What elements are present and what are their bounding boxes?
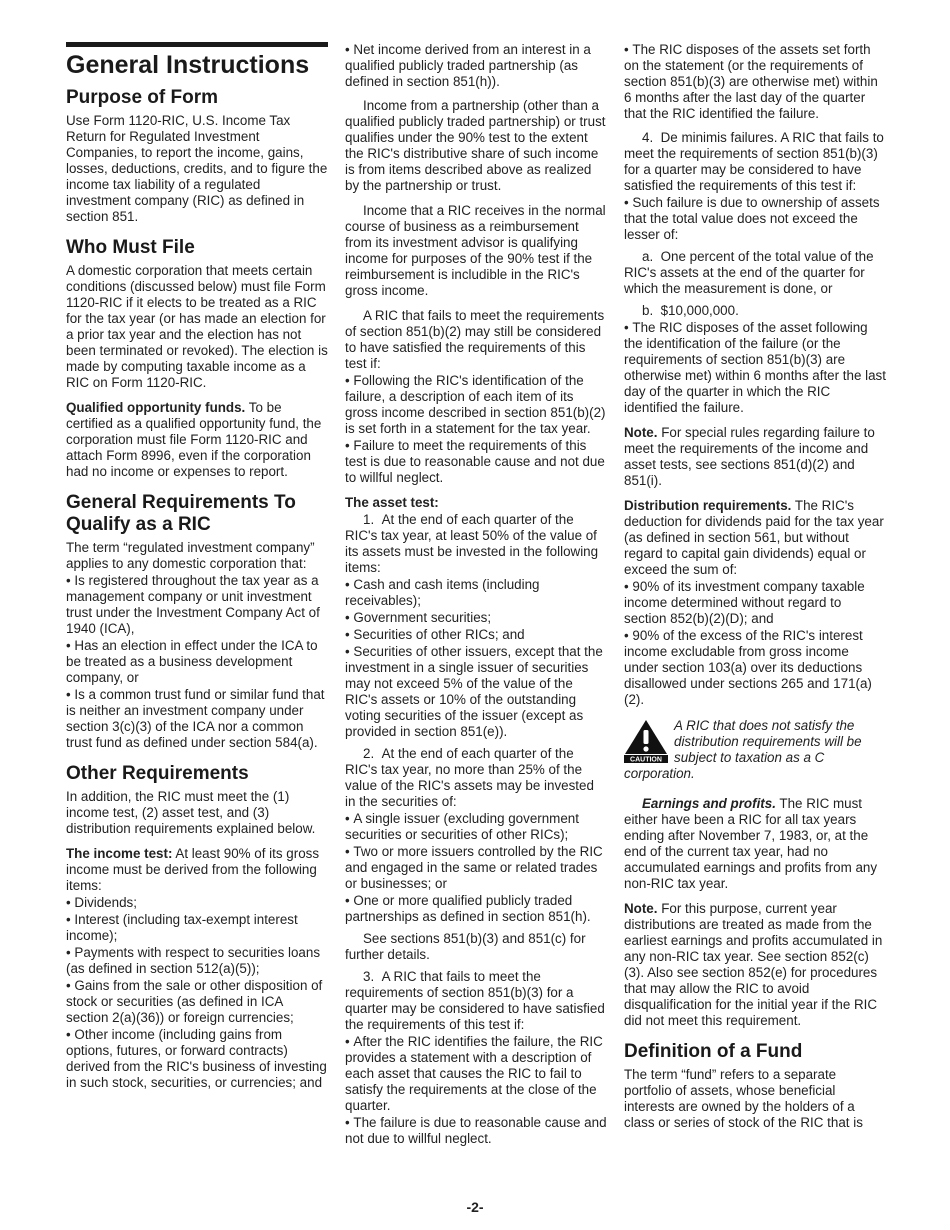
list-item: • Net income derived from an interest in a qualified publicly traded partnership (as defined in section 851(h)).	[345, 42, 607, 90]
sub-item-a: a. One percent of the total value of the RIC's assets at the end of the quarter for which the measurement is done, or	[624, 249, 874, 296]
who-must-file-heading: Who Must File	[66, 237, 195, 258]
list-item: • The RIC disposes of the asset following the identification of the failure (or the requirements of section 851(b)(3) are otherwise met) within 6 months after the last day of the quarter in which the RIC identified the failure.	[624, 320, 886, 416]
de-minimis-text: 4. De minimis failures. A RIC that fails to meet the requirements of section 851(b)(3) for a quarter may be considered to have satisfied the requirements of this test if:	[624, 130, 884, 193]
list-item: • The RIC disposes of the assets set forth on the statement (or the requirements of section 851(b)(3) are otherwise met) within 6 months after the last day of the quarter that the RIC identified the failure.	[624, 42, 886, 122]
heading-rule	[66, 42, 328, 47]
list-item: • Is a common trust fund or similar fund that is neither an investment company under section 3(c)(3) of the ICA nor a common trust fund as defined under section 584(a).	[66, 687, 328, 751]
qof-label: Qualified opportunity funds.	[66, 400, 246, 415]
list-item: • Such failure is due to ownership of assets that the total value does not exceed the lesser of:	[624, 195, 886, 243]
list-item: • Securities of other issuers, except that the investment in a single issuer of securities may not exceed 5% of the value of the RIC's assets or 10% of the outstanding voting securities of the issuer (except as provided in section 851(e)).	[345, 644, 607, 740]
list-item: • The failure is due to reasonable cause and not due to willful neglect.	[345, 1115, 607, 1147]
list-item: • 90% of its investment company taxable income determined without regard to section 852(b)(2)(D); and	[624, 579, 886, 627]
earnings-paragraph	[624, 796, 886, 892]
distribution-label: Distribution requirements.	[624, 498, 792, 513]
list-item: • After the RIC identifies the failure, the RIC provides a statement with a description of each asset that causes the RIC to fail to satisfy the requirements at the close of the quarter.	[345, 1034, 607, 1114]
note-paragraph	[624, 425, 886, 489]
list-item: • 90% of the excess of the RIC's interest income excludable from gross income under section 103(a) over its deductions disallowed under sections 265 and 171(a)(2).	[624, 628, 886, 708]
column-1	[66, 42, 328, 1092]
note-paragraph-2	[624, 901, 886, 1029]
list-item: • Has an election in effect under the ICA to be treated as a business development company, or	[66, 638, 328, 686]
list-item: • A single issuer (excluding government securities or securities of other RICs);	[345, 811, 607, 843]
sub-item-b: b. $10,000,000.	[642, 303, 739, 318]
column-2	[345, 42, 607, 1148]
purpose-heading: Purpose of Form	[66, 87, 219, 108]
caution-label: CAUTION	[630, 756, 662, 763]
list-item: • Cash and cash items (including receivables);	[345, 577, 607, 609]
partnership-text: Income from a partnership (other than a qualified publicly traded partnership) or trust qualifies under the 90% test to the extent the RIC's distributive share of such income is from items described above as realized by the partnership or trust.	[345, 98, 606, 193]
purpose-text: Use Form 1120-RIC, U.S. Income Tax Return for Regulated Investment Companies, to report the income, gains, losses, deductions, credits, and to figure the income tax liability of a regulated investment company (RIC) as defined in section 851.	[66, 113, 328, 224]
list-item: • Is registered throughout the tax year as a management company or unit investment trust under the Investment Company Act of 1940 (ICA),	[66, 573, 328, 637]
earnings-label: Earnings and profits.	[642, 796, 776, 811]
distribution-paragraph	[624, 498, 886, 578]
list-item: • Two or more issuers controlled by the RIC and engaged in the same or related trades or businesses; or	[345, 844, 607, 892]
qof-text: To be certified as a qualified opportunity fund, the corporation must file Form 1120-RIC and attach Form 8996, even if the corporation had no income or expenses to report.	[66, 400, 322, 479]
qof-paragraph	[66, 400, 328, 480]
other-requirements-text: In addition, the RIC must meet the (1) income test, (2) asset test, and (3) distribution requirements explained below.	[66, 789, 316, 836]
general-requirements-intro: The term “regulated investment company” applies to any domestic corporation that:	[66, 540, 315, 571]
list-item: • One or more qualified publicly traded partnerships as defined in section 851(h).	[345, 893, 607, 925]
who-must-file-text: A domestic corporation that meets certain conditions (discussed below) must file Form 1120-RIC if it elects to be treated as a RIC for the tax year (or has made an election for a prior tax year and the election has not been terminated or revoked). The election is made by computing taxable income as a RIC on Form 1120-RIC.	[66, 263, 328, 390]
list-item: • Interest (including tax-exempt interest income);	[66, 912, 328, 944]
asset-test-2: 2. At the end of each quarter of the RIC's tax year, no more than 25% of the value of the RIC's assets may be invested in the securities of:	[345, 746, 594, 809]
caution-text: A RIC that does not satisfy the distribution requirements will be subject to taxation as a C corporation.	[624, 718, 862, 781]
caution-triangle-icon	[624, 719, 668, 763]
income-test-paragraph	[66, 846, 328, 894]
list-item: • Failure to meet the requirements of this test is due to reasonable cause and not due to willful neglect.	[345, 438, 607, 486]
main-heading: General Instructions	[66, 51, 310, 79]
general-requirements-heading: General Requirements To Qualify as a RIC	[66, 492, 296, 535]
see-sections-text: See sections 851(b)(3) and 851(c) for further details.	[345, 931, 586, 962]
page-number: -2-	[466, 1199, 484, 1215]
earnings-text: The RIC must either have been a RIC for all tax years ending after November 7, 1983, or, at the end of the current tax year, had no accumulated earnings and profits from any non-RIC tax year.	[624, 796, 878, 891]
note-text: For special rules regarding failure to meet the requirements of the income and asset tests, see sections 851(d)(2) and 851(i).	[624, 425, 875, 488]
reimbursement-text: Income that a RIC receives in the normal course of business as a reimbursement from its investment advisor is qualifying income for purposes of the 90% test if the reimbursement is includible in the RIC's gross income.	[345, 203, 606, 298]
list-item: • Following the RIC's identification of the failure, a description of each item of its gross income described in section 851(b)(2) is set forth in a statement for the tax year.	[345, 373, 607, 437]
note-label: Note.	[624, 425, 658, 440]
list-item: • Securities of other RICs; and	[345, 627, 607, 643]
note-text-2: For this purpose, current year distributions are treated as made from the earliest earnings and profits accumulated in any non-RIC tax year. See section 852(c)(3). Also see section 852(e) for procedures that may allow the RIC to avoid disqualification for the initial year if the RIC did not meet this requirement.	[624, 901, 883, 1028]
caution-box	[624, 718, 886, 782]
asset-test-3: 3. A RIC that fails to meet the requirements of section 851(b)(3) for a quarter may be considered to have satisfied the requirements of this test if:	[345, 969, 605, 1032]
list-item: • Payments with respect to securities loans (as defined in section 512(a)(5));	[66, 945, 328, 977]
list-item: • Government securities;	[345, 610, 607, 626]
income-test-label: The income test:	[66, 846, 173, 861]
income-test-text: At least 90% of its gross income must be derived from the following items:	[66, 846, 320, 893]
asset-test-label: The asset test:	[345, 495, 439, 510]
asset-test-1: 1. At the end of each quarter of the RIC's tax year, at least 50% of the value of its assets must be invested in the following items:	[345, 512, 599, 575]
distribution-text: The RIC's deduction for dividends paid for the tax year (as defined in section 561, but without regard to capital gain dividends) equal or exceed the sum of:	[624, 498, 884, 577]
fund-definition-text: The term “fund” refers to a separate portfolio of assets, whose beneficial interests are owned by the holders of a class or series of stock of the RIC that is	[624, 1067, 863, 1130]
list-item: • Dividends;	[66, 895, 328, 911]
list-item: • Gains from the sale or other disposition of stock or securities (as defined in ICA section 2(a)(36)) or foreign currencies;	[66, 978, 328, 1026]
list-item: • Other income (including gains from options, futures, or forward contracts) derived from the RIC's business of investing in such stock, securities, or currencies; and	[66, 1027, 328, 1091]
column-3	[624, 42, 886, 1140]
other-requirements-heading: Other Requirements	[66, 763, 249, 784]
definition-of-fund-heading: Definition of a Fund	[624, 1041, 803, 1062]
note-label-2: Note.	[624, 901, 658, 916]
failure-text: A RIC that fails to meet the requirements of section 851(b)(2) may still be considered to have satisfied the requirements of this test if:	[345, 308, 605, 371]
caution-icon	[624, 719, 668, 763]
